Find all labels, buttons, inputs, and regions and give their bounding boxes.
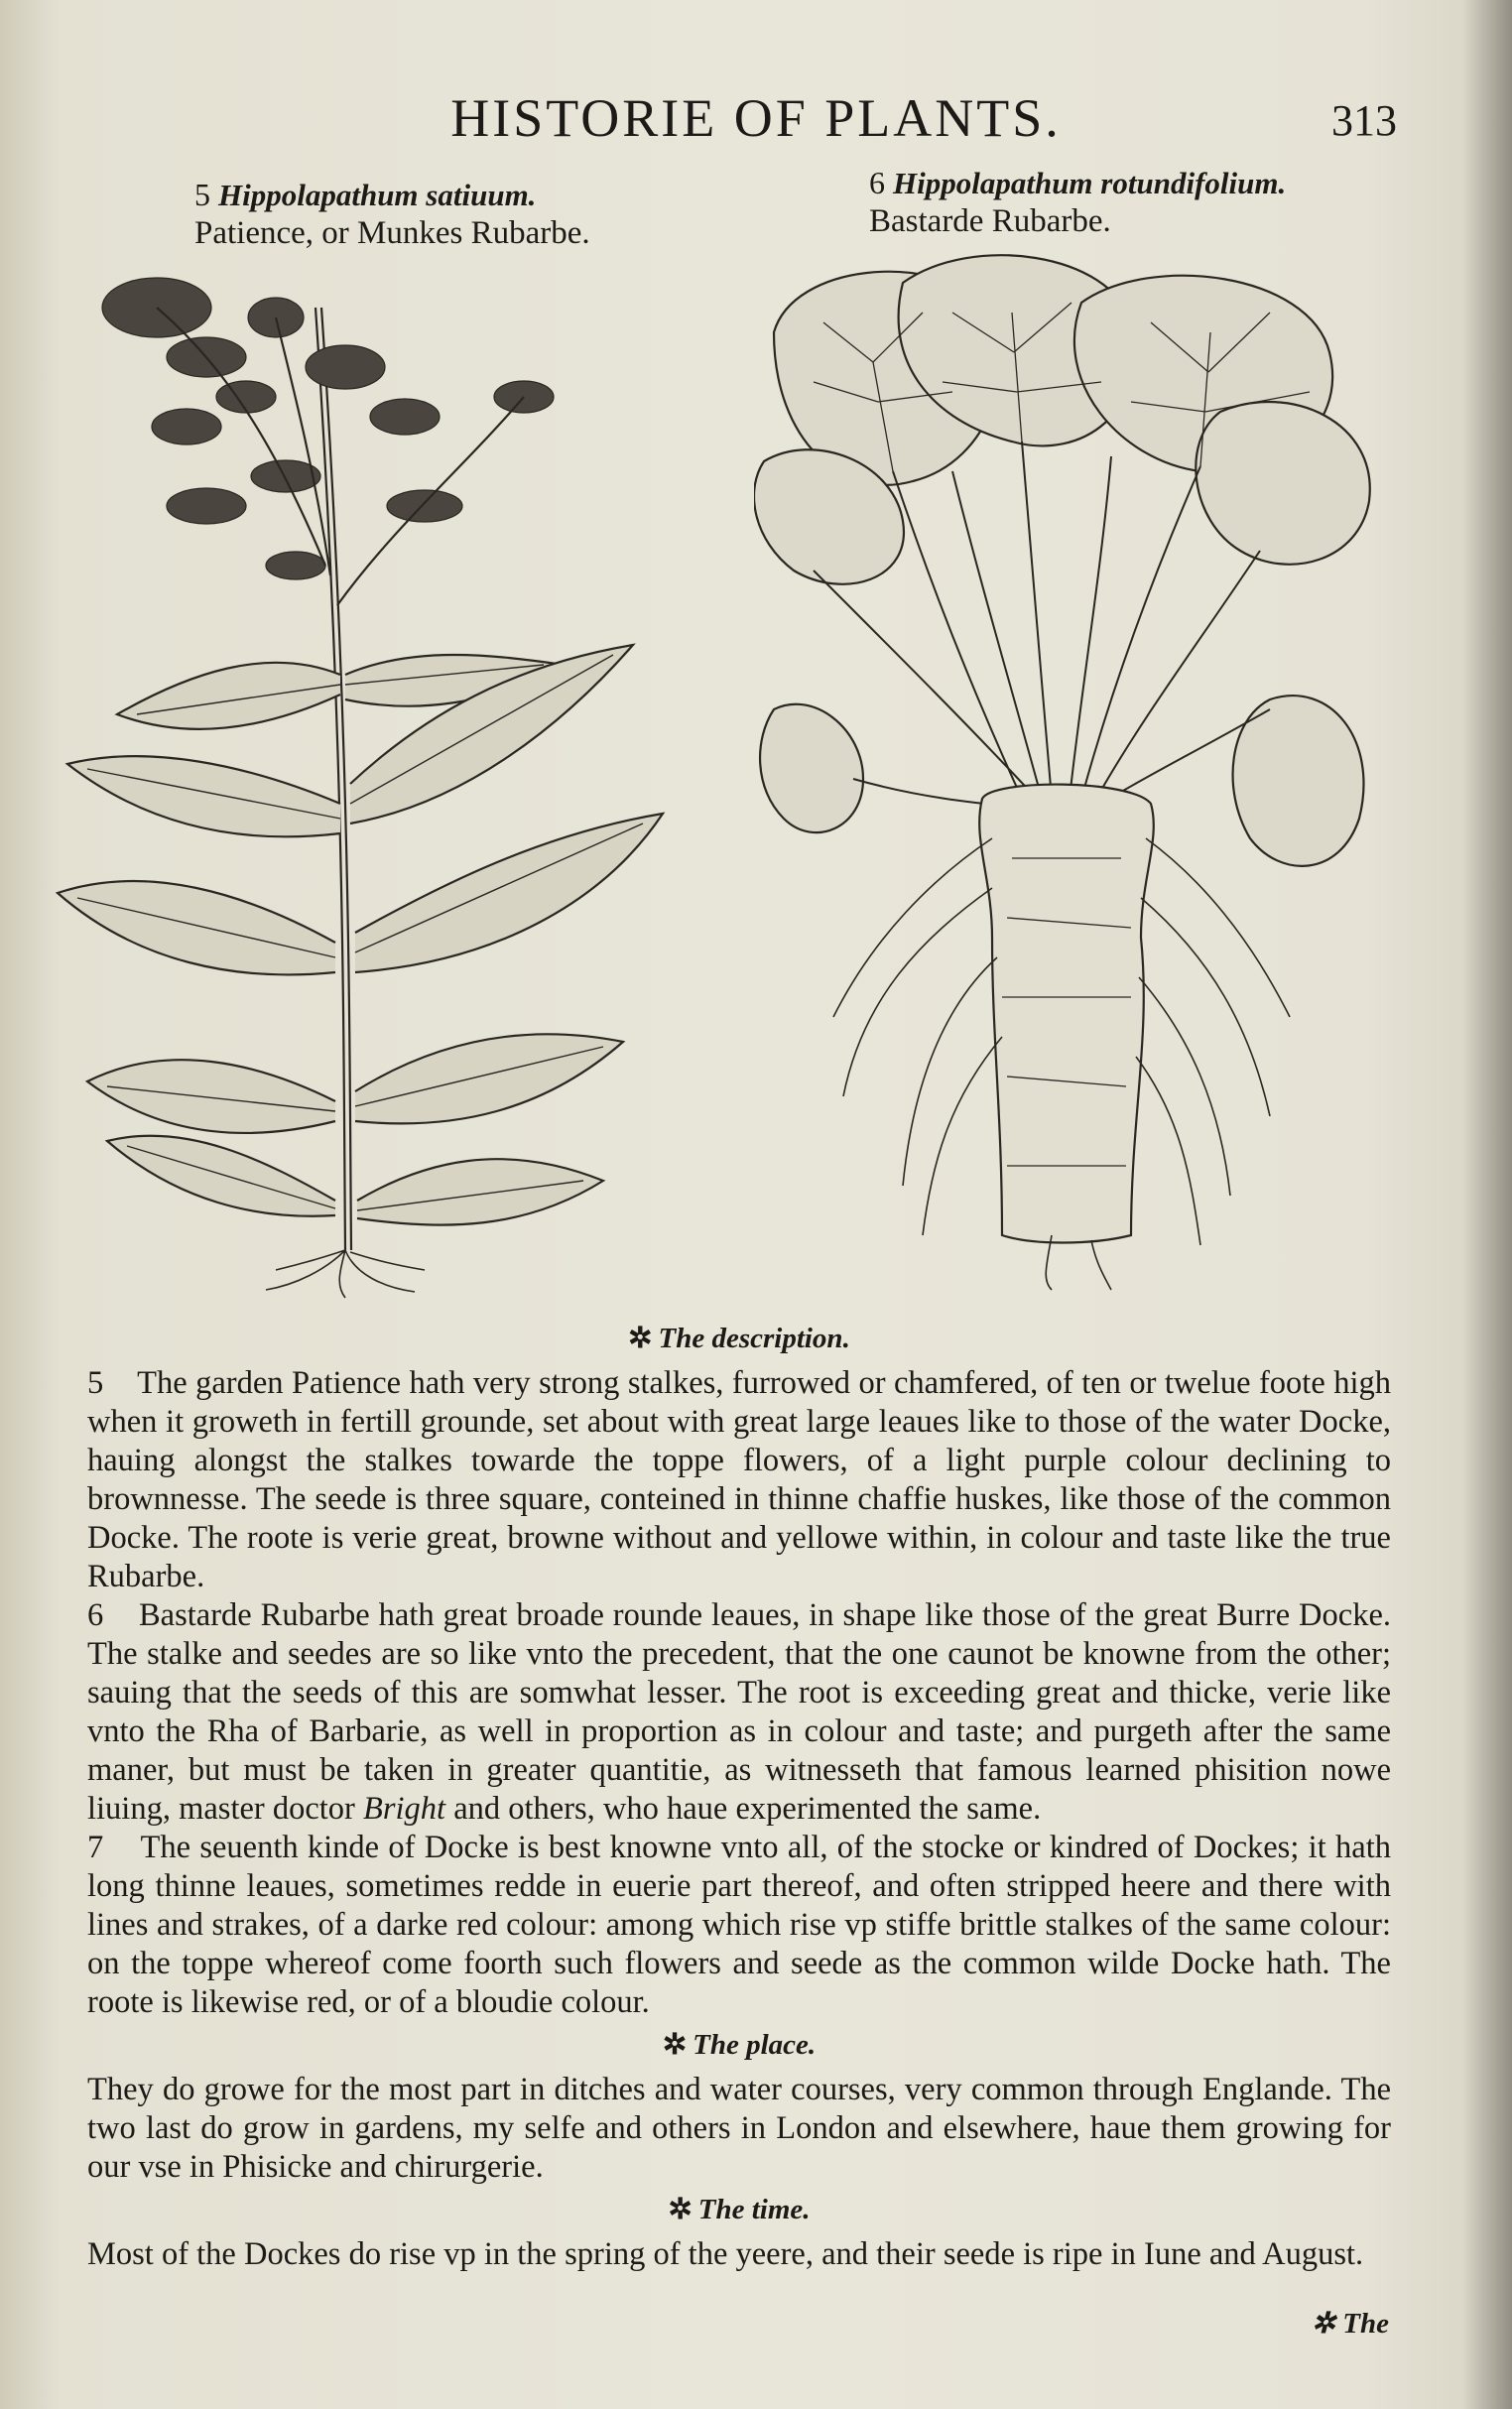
figure-6-number: 6: [869, 165, 885, 200]
figure-5-number: 5: [194, 177, 210, 212]
fleuron-icon: ✲: [662, 2029, 688, 2061]
running-title: HISTORIE OF PLANTS.: [450, 88, 1062, 148]
time-paragraph: Most of the Dockes do rise vp in the spring of the yeere, and their seede is ripe in Iune and August.: [87, 2236, 1364, 2272]
catchword: ✲ The: [1311, 2308, 1389, 2340]
body-text: [87, 1316, 1391, 2274]
page-number: 313: [1331, 96, 1397, 145]
place-heading: ✲ The place.: [662, 2029, 817, 2061]
time-heading: ✲ The time.: [668, 2194, 811, 2225]
paragraph-5: 5 The garden Patience hath very strong stalkes, furrowed or chamfered, of ten or twelue foote high when it groweth in fertill grounde, set about with great large leaues like to those of the water Docke, hauing alongst the stalkes towarde the toppe flowers, of a light purple colour declining to brownnesse. The seede is three square, conteined in thinne chaffie huskes, like those of the common Docke. The roote is verie great, browne without and yellowe within, in colour and taste like the true Rubarbe.: [87, 1365, 1392, 1594]
paragraph-7: 7 The seuenth kinde of Docke is best knowne vnto all, of the stocke or kindred of Dockes; it hath long thinne leaues, sometimes redde in euerie part thereof, and often stripped heere and there with lines and strakes, of a darke red colour: among which rise vp stiffe brittle stalkes of the same colour: on the toppe whereof come foorth such flowers and seede as the common wilde Docke hath. The roote is likewise red, or of a bloudie colour.: [87, 1830, 1391, 2020]
paragraph-6: 6 Bastarde Rubarbe hath great broade rounde leaues, in shape like those of the great Burre Docke. The stalke and seedes are so like vnto the precedent, that the one caunot be knowne from the other; sauing that the seeds of this are somwhat lesser. The root is exceeding great and thicke, verie like vnto the Rha of Barbarie, as well in proportion as in colour and taste; and purgeth after the same maner, but must be taken in greater quantitie, as witnesseth that famous learned phisition nowe liuing, master doctor Bright and others, who haue experimented the same.: [87, 1597, 1392, 1827]
figure-6-english-name: Bastarde Rubarbe.: [869, 203, 1111, 239]
description-heading: ✲ The description.: [628, 1323, 850, 1354]
figure-5-latin-name: Hippolapathum satiuum.: [218, 178, 537, 212]
patience-plant-woodcut: [48, 248, 693, 1300]
figure-6-caption: [869, 165, 1286, 240]
fleuron-icon: ✲: [668, 2194, 693, 2225]
figure-5-caption: [194, 177, 590, 252]
figure-5-english-name: Patience, or Munkes Rubarbe.: [194, 215, 590, 251]
figure-6-latin-name: Hippolapathum rotundifolium.: [893, 166, 1287, 200]
place-paragraph: They do growe for the most part in ditches and water courses, very common through Englande. The two last do grow in gardens, my selfe and others in London and elsewhere, haue them growing for our vse in Phisicke and chirurgerie.: [87, 2072, 1391, 2185]
fleuron-icon: ✲: [628, 1323, 653, 1354]
name-bright: Bright: [363, 1791, 446, 1827]
fleuron-icon: ✲: [1311, 2308, 1343, 2340]
bastarde-rubarbe-woodcut: [754, 243, 1389, 1295]
